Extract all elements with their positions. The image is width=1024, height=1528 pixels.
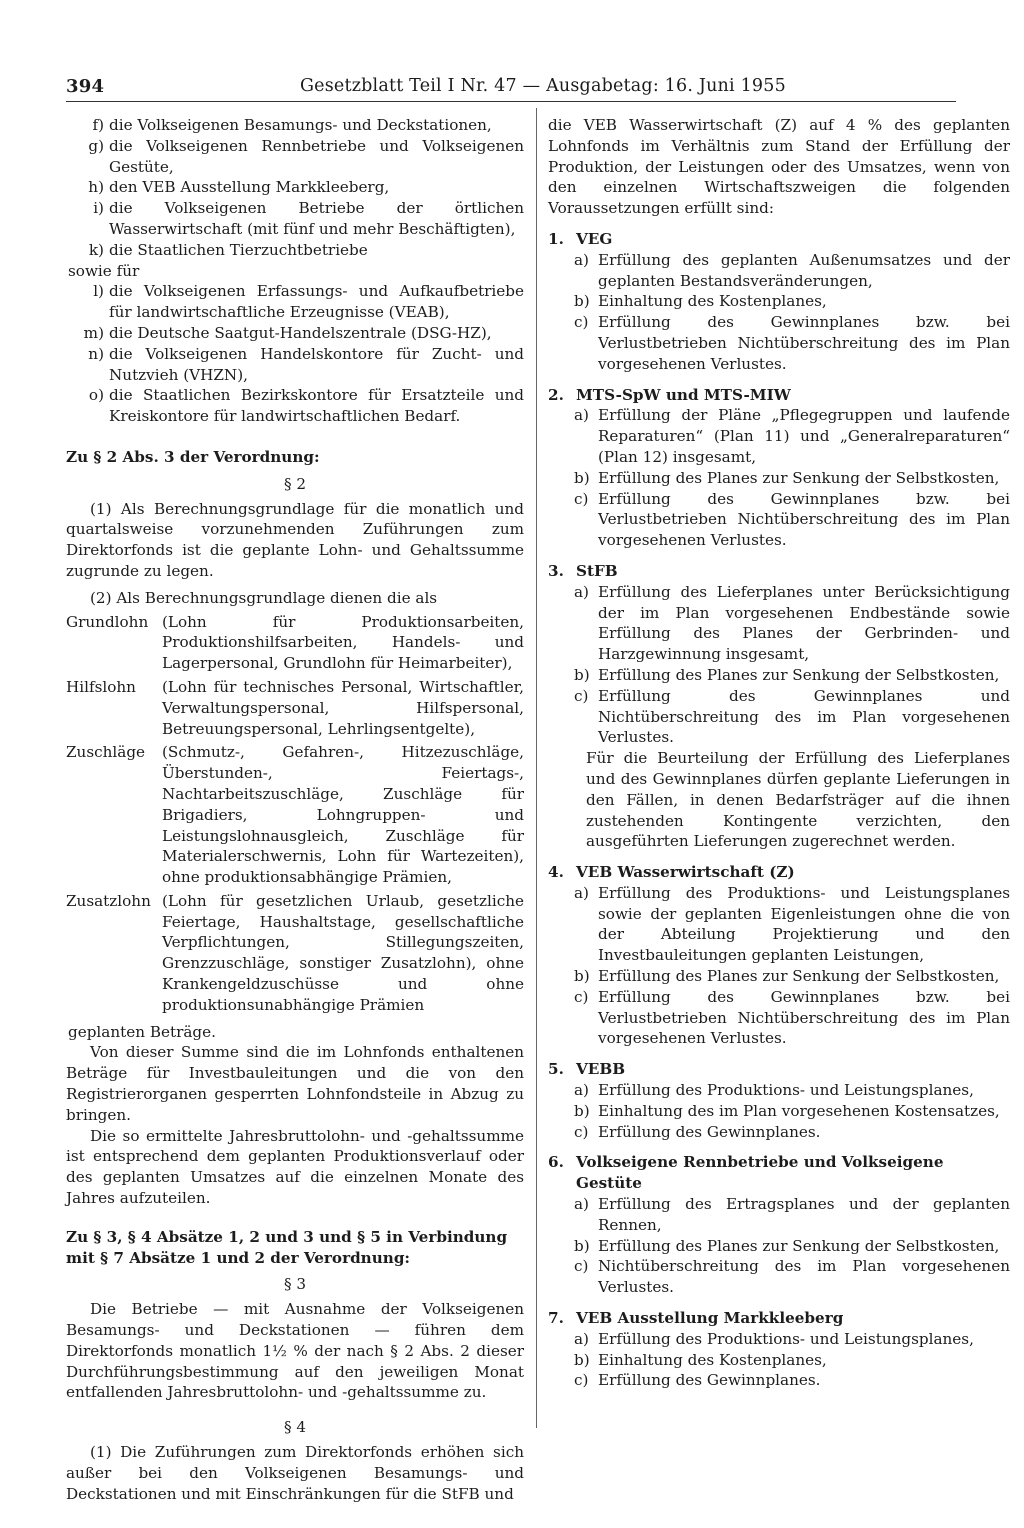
page-header — [66, 74, 956, 104]
requirement-text: Erfüllung des Gewinnplanes bzw. bei Verlustbetrieben Nichtüberschreitung des im Plan vorgesehenen Verlustes. — [598, 313, 1010, 373]
requirement-text: Einhaltung des im Plan vorgesehenen Kostensatzes, — [598, 1101, 1000, 1120]
section-title: Volkseigene Rennbetriebe und Volkseigene Gestüte — [576, 1153, 944, 1193]
requirement-marker: b) — [574, 468, 590, 487]
section-title: VEB Wasserwirtschaft (Z) — [576, 863, 795, 882]
sowie-text: sowie für — [68, 261, 140, 280]
enterprise-list-a — [66, 115, 524, 261]
page-number: 394 — [66, 76, 105, 97]
paragraph-number-2: § 2 — [283, 474, 307, 493]
requirement-marker: b) — [574, 1350, 590, 1369]
section-title: VEG — [576, 229, 613, 248]
definition-body: (Lohn für gesetzlichen Urlaub, gesetzliche Feiertage, Haushaltstage, gesellschaftliche Verpflichtungen, Stillegungszeiten, Grenzzuschläge, sonstiger Zusatzlohn), ohne Krankengeldzuschüsse und ohne produktionsunabhängige Prämien — [162, 891, 524, 1014]
requirement-text: Erfüllung des Planes zur Senkung der Selbstkosten, — [598, 1236, 1000, 1255]
section-heading — [548, 862, 1010, 883]
list-item-marker: k) — [88, 240, 104, 259]
requirement-marker: c) — [574, 489, 589, 508]
definition-term: Grundlohn — [66, 612, 149, 631]
paragraph-2-1: (1) Als Berechnungsgrundlage für die monatlich und quartalsweise vorzunehmenden Zuführungen zum Direktorfonds ist die geplante Lohn- und Gehaltssumme zugrunde zu legen. — [66, 499, 524, 580]
section-number: 4. — [548, 863, 564, 882]
requirement-item — [574, 987, 1010, 1049]
paragraph-3-1: Die Betriebe — mit Ausnahme der Volkseigenen Besamungs- und Deckstationen — führen dem Direktorfonds monatlich 1½ % der nach § 2 Abs. 2 dieser Durchführungsbestimmung auf den jeweiligen Monat entfallenden Jahresbruttolohn- und -gehaltssumme zu. — [66, 1300, 524, 1402]
requirement-text: Nichtüberschreitung des im Plan vorgesehenen Verlustes. — [598, 1257, 1010, 1297]
section-heading — [548, 561, 1010, 582]
requirement-item — [574, 489, 1010, 551]
paragraph-number-3: § 3 — [283, 1275, 307, 1294]
wage-definition — [66, 742, 524, 888]
requirement-item — [574, 405, 1010, 467]
section-heading — [548, 1059, 1010, 1080]
list-item-marker: m) — [83, 323, 104, 342]
list-item-text: die Volkseigenen Erfassungs- und Aufkaufbetriebe für landwirtschaftliche Erzeugnisse (VEAB), — [109, 282, 524, 322]
requirement-section — [548, 1152, 1010, 1298]
requirement-text: Einhaltung des Kostenplanes, — [598, 292, 827, 311]
requirement-text: Erfüllung des Gewinnplanes bzw. bei Verlustbetrieben Nichtüberschreitung des im Plan vorgesehenen Verlustes. — [598, 987, 1010, 1048]
requirement-marker: a) — [574, 1081, 589, 1100]
requirement-text: Erfüllung der Pläne „Pflegegruppen und laufende Reparaturen“ (Plan 11) und „Generalreparaturen“ (Plan 12) insgesamt, — [598, 406, 1010, 466]
wage-definition — [66, 891, 524, 1016]
requirement-text: Erfüllung des Gewinnplanes bzw. bei Verlustbetrieben Nichtüberschreitung des im Plan vorgesehenen Verlustes. — [598, 489, 1010, 550]
requirement-item — [574, 1256, 1010, 1298]
enterprise-list-b — [66, 281, 524, 427]
requirement-marker: c) — [574, 1122, 589, 1141]
right-column — [548, 115, 1010, 1391]
section-heading-1: Zu § 2 Abs. 3 der Verordnung: — [66, 447, 320, 466]
requirement-section — [548, 229, 1010, 375]
list-item-marker: o) — [88, 386, 104, 405]
section-number: 6. — [548, 1153, 564, 1172]
list-item-text: die Volkseigenen Besamungs- und Deckstationen, — [109, 116, 492, 134]
requirement-marker: b) — [574, 292, 590, 311]
section-heading — [548, 1152, 1010, 1194]
list-item — [66, 240, 524, 261]
list-item — [66, 323, 524, 344]
list-item-text: die Volkseigenen Handelskontore für Zucht- und Nutzvieh (VHZN), — [109, 344, 524, 384]
definition-term: Zuschläge — [66, 743, 146, 762]
section-heading — [548, 385, 1010, 406]
wage-definition — [66, 612, 524, 674]
list-item — [66, 198, 524, 240]
section-number: 3. — [548, 561, 564, 580]
list-item-text: die Staatlichen Tierzuchtbetriebe — [109, 240, 368, 259]
requirement-item — [574, 468, 1010, 489]
definition-body: (Lohn für technisches Personal, Wirtschaftler, Verwaltungspersonal, Hilfspersonal, Betreuungspersonal, Lehrlingsentgelte), — [162, 677, 524, 738]
requirement-marker: b) — [574, 967, 590, 986]
paragraph-2-2: (2) Als Berechnungsgrundlage dienen die als — [90, 588, 438, 607]
list-item-marker: l) — [93, 282, 104, 301]
requirement-item — [574, 291, 1010, 312]
section-heading — [548, 1308, 1010, 1329]
paragraph-2-5: Die so ermittelte Jahresbruttolohn- und -gehaltssumme ist entsprechend dem geplanten Produktionsverlauf oder des geplanten Umsatzes auf die einzelnen Monate des Jahres aufzuteilen. — [66, 1126, 524, 1208]
requirement-item — [574, 1370, 1010, 1391]
list-item-marker: g) — [88, 136, 104, 155]
section-heading — [548, 229, 1010, 250]
requirement-text: Erfüllung des Ertragsplanes und der geplanten Rennen, — [598, 1195, 1010, 1234]
section-title: VEB Ausstellung Markkleeberg — [576, 1309, 844, 1328]
header-title: Gesetzblatt Teil I Nr. 47 — Ausgabetag: 16. Juni 1955 — [300, 76, 786, 96]
definition-term: Zusatzlohn — [66, 891, 151, 910]
requirement-marker: c) — [574, 1371, 589, 1390]
wage-definition — [66, 677, 524, 739]
requirement-section — [548, 385, 1010, 551]
section-title: StFB — [576, 561, 618, 580]
requirement-item — [574, 1194, 1010, 1236]
column-divider — [536, 108, 537, 1428]
requirement-marker: c) — [574, 686, 589, 705]
requirement-marker: c) — [574, 313, 589, 332]
section-title: MTS-SpW und MTS-MIW — [576, 385, 791, 404]
requirement-text: Erfüllung des geplanten Außenumsatzes und der geplanten Bestandsveränderungen, — [598, 250, 1010, 290]
definition-body: (Lohn für Produktionsarbeiten, Produktionshilfsarbeiten, Handels- und Lagerpersonal, Grundlohn für Heimarbeiter), — [162, 612, 524, 673]
requirement-text: Erfüllung des Produktions- und Leistungsplanes, — [598, 1081, 974, 1100]
paragraph-2-4: Von dieser Summe sind die im Lohnfonds enthaltenen Beträge für Investbauleitungen und die von den Registrierorganen gesperrten Lohnfondsteile in Abzug zu bringen. — [66, 1043, 524, 1124]
definition-term: Hilfslohn — [66, 677, 136, 696]
requirement-item — [574, 1329, 1010, 1350]
definition-body: (Schmutz-, Gefahren-, Hitzezuschläge, Überstunden-, Feiertags-, Nachtarbeitszuschläge, Zuschläge für Brigadiers, Lohngruppen- und Leistungslohnausgleich, Zuschläge für Materialerschwernis, Lohn für Wartezeiten), ohne produktionsabhängige Prämien, — [162, 743, 524, 887]
requirement-item — [574, 966, 1010, 987]
section-title: VEBB — [576, 1060, 626, 1079]
requirement-section — [548, 561, 1010, 852]
requirement-item — [574, 582, 1010, 665]
requirement-item — [574, 1350, 1010, 1371]
requirement-marker: a) — [574, 406, 589, 425]
requirement-marker: a) — [574, 1195, 589, 1214]
list-item-text: die Volkseigenen Rennbetriebe und Volkseigenen Gestüte, — [109, 136, 524, 176]
requirement-item — [574, 665, 1010, 686]
requirement-text: Erfüllung des Gewinnplanes und Nichtüberschreitung des im Plan vorgesehenen Verlustes. — [598, 686, 1010, 747]
section-note: Für die Beurteilung der Erfüllung des Lieferplanes und des Gewinnplanes dürfen geplante Lieferungen in den Fällen, in denen Bedarfsträger auf die ihnen zustehenden Kontingente verzichten, den ausgeführten Lieferungen zugerechnet werden. — [586, 749, 1010, 851]
list-item-marker: f) — [92, 116, 104, 134]
list-item-marker: h) — [88, 178, 104, 197]
requirement-text: Erfüllung des Lieferplanes unter Berücksichtigung der im Plan vorgesehenen Endbestände sowie Erfüllung des Planes der Gerbrinden- und Harzgewinnung insgesamt, — [598, 582, 1010, 664]
paragraph-4-1: (1) Die Zuführungen zum Direktorfonds erhöhen sich außer bei den Volkseigenen Besamungs- und Deckstationen und mit Einschränkungen für die StFB und — [66, 1443, 524, 1503]
list-item — [66, 136, 524, 178]
requirement-item — [574, 250, 1010, 292]
requirement-text: Einhaltung des Kostenplanes, — [598, 1350, 827, 1369]
section-number: 1. — [548, 229, 564, 248]
requirement-section — [548, 1059, 1010, 1142]
right-intro: die VEB Wasserwirtschaft (Z) auf 4 % des geplanten Lohnfonds im Verhältnis zum Stand der Erfüllung der Produktion, der Leistungen oder des Umsatzes, wenn von den einzelnen Wirtschaftszweigen die folgenden Voraussetzungen erfüllt sind: — [548, 116, 1010, 218]
requirement-marker: b) — [574, 665, 590, 684]
list-item-text: den VEB Ausstellung Markkleeberg, — [109, 178, 390, 197]
requirement-text: Erfüllung des Produktions- und Leistungsplanes, — [598, 1329, 974, 1348]
list-item — [66, 344, 524, 386]
paragraph-2-3: geplanten Beträge. — [68, 1022, 216, 1041]
requirement-marker: a) — [574, 582, 589, 601]
requirement-marker: a) — [574, 883, 589, 902]
section-number: 2. — [548, 385, 564, 404]
requirement-item — [574, 312, 1010, 374]
list-item — [66, 177, 524, 198]
section-number: 7. — [548, 1309, 564, 1328]
list-item-text: die Deutsche Saatgut-Handelszentrale (DSG-HZ), — [109, 323, 492, 342]
requirement-text: Erfüllung des Planes zur Senkung der Selbstkosten, — [598, 967, 1000, 986]
wage-definitions — [66, 612, 524, 1016]
requirement-item — [574, 1122, 1010, 1143]
list-item — [66, 281, 524, 323]
requirement-item — [574, 883, 1010, 966]
list-item — [66, 115, 524, 136]
requirement-marker: a) — [574, 250, 589, 269]
requirement-item — [574, 1080, 1010, 1101]
requirement-text: Erfüllung des Planes zur Senkung der Selbstkosten, — [598, 468, 1000, 487]
list-item-text: die Staatlichen Bezirkskontore für Ersatzteile und Kreiskontore für landwirtschaftlichen Bedarf. — [109, 386, 524, 426]
section-heading-2: Zu § 3, § 4 Absätze 1, 2 und 3 und § 5 in Verbindung mit § 7 Absätze 1 und 2 der Verordnung: — [66, 1227, 508, 1267]
requirement-marker: b) — [574, 1236, 590, 1255]
requirement-text: Erfüllung des Gewinnplanes. — [598, 1122, 821, 1141]
requirement-marker: a) — [574, 1329, 589, 1348]
requirement-marker: c) — [574, 987, 589, 1006]
requirement-section — [548, 862, 1010, 1049]
list-item-marker: n) — [88, 344, 104, 363]
requirement-item — [574, 686, 1010, 748]
requirement-text: Erfüllung des Planes zur Senkung der Selbstkosten, — [598, 665, 1000, 684]
left-column — [66, 115, 524, 1504]
requirement-item — [574, 1101, 1010, 1122]
requirement-marker: c) — [574, 1257, 589, 1276]
requirement-item — [574, 1236, 1010, 1257]
requirement-section — [548, 1308, 1010, 1391]
requirement-text: Erfüllung des Gewinnplanes. — [598, 1371, 821, 1390]
requirement-marker: b) — [574, 1101, 590, 1120]
list-item-marker: i) — [93, 199, 104, 218]
paragraph-number-4: § 4 — [283, 1418, 307, 1437]
header-rule — [66, 101, 956, 102]
section-number: 5. — [548, 1060, 564, 1079]
requirement-sections — [548, 229, 1010, 1391]
requirement-text: Erfüllung des Produktions- und Leistungsplanes sowie der geplanten Eigenleistungen ohne die von der Abteilung Projektierung und den Investbauleitungen geplanten Leistungen, — [598, 883, 1010, 965]
list-item-text: die Volkseigenen Betriebe der örtlichen Wasserwirtschaft (mit fünf und mehr Beschäftigten), — [109, 199, 524, 238]
list-item — [66, 385, 524, 427]
